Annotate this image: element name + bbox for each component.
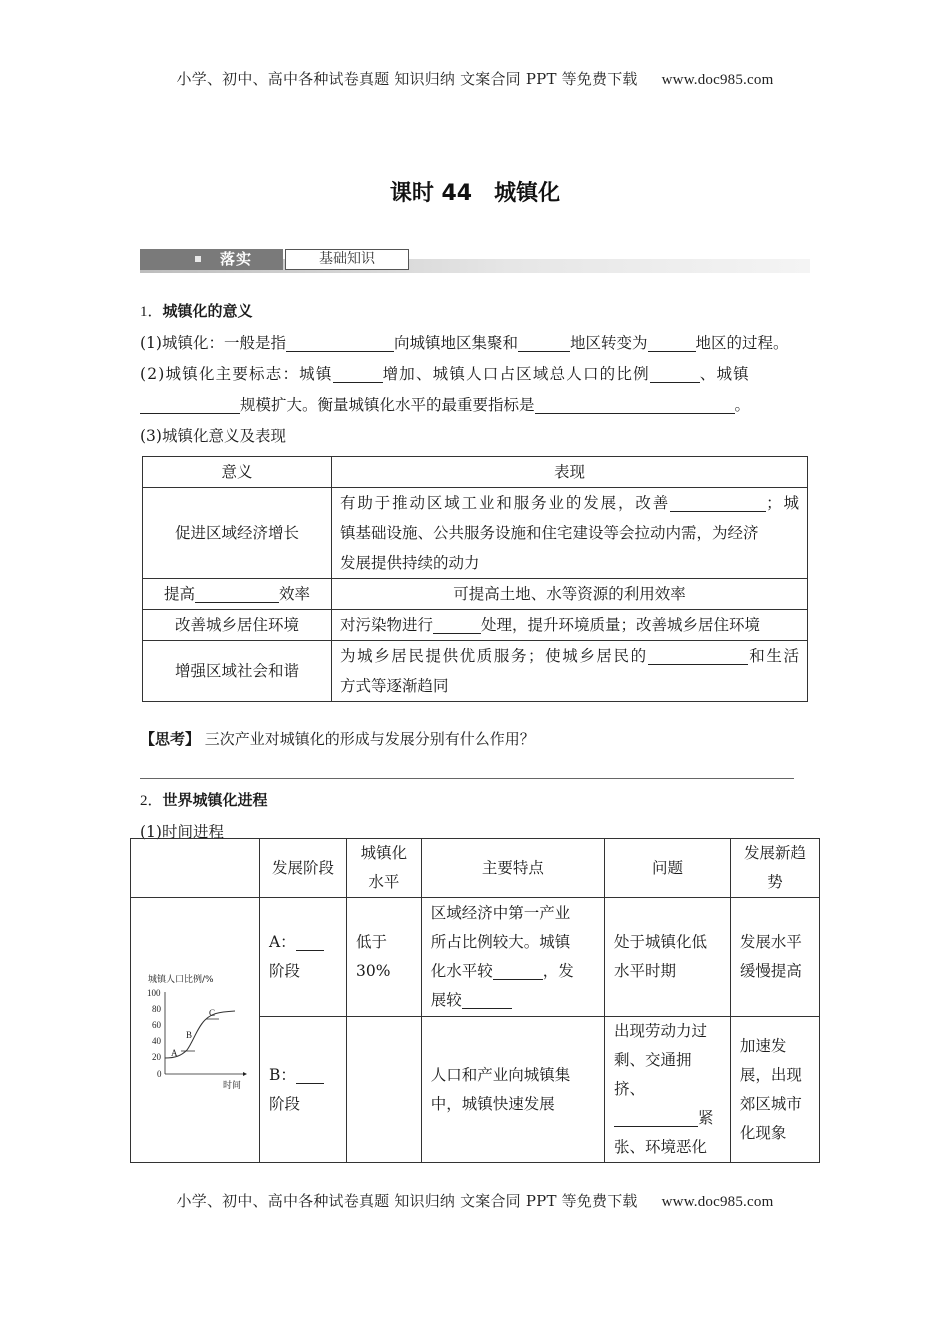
fill-blank[interactable] (462, 990, 512, 1009)
banner-light-tab: 基础知识 (285, 249, 409, 270)
section1-heading: 1．城镇化的意义 (140, 302, 253, 320)
header-site: www.doc985.com (661, 72, 774, 88)
fill-blank[interactable] (296, 1065, 324, 1084)
problem-cell: 处于城镇化低水平时期 (604, 898, 730, 1017)
lesson-topic: 城镇化 (494, 181, 561, 206)
table-header-row (143, 457, 808, 488)
svg-text:0: 0 (157, 1069, 162, 1079)
feature-cell: 区域经济中第一产业 所占比例较大。城镇 化水平较 ，发 展较 (421, 898, 604, 1017)
banner-dark-tab (140, 249, 283, 270)
level-cell: 低于30% (347, 898, 422, 1017)
meaning-cell: 提高 效率 (143, 579, 332, 610)
meaning-cell: 增强区域社会和谐 (143, 641, 332, 702)
section-banner (140, 249, 810, 273)
think-question (140, 724, 812, 755)
fill-blank[interactable] (286, 333, 394, 352)
expression-cell: 为城乡居民提供优质服务；使城乡居民的 和生活 方式等逐渐趋同 (332, 641, 808, 702)
significance-table (142, 456, 808, 702)
chart-ylabel: 城镇人口比例/% (148, 975, 214, 985)
table-row (131, 898, 820, 1017)
trend-cell: 发展水平缓慢提高 (730, 898, 819, 1017)
svg-text:100: 100 (147, 988, 161, 998)
fill-blank[interactable] (650, 364, 700, 383)
svg-text:20: 20 (152, 1052, 161, 1062)
page-title (0, 176, 950, 207)
chart-xlabel: 时间 (223, 1081, 242, 1090)
footer-text: 小学、初中、高中各种试卷真题 知识归纳 文案合同 PPT 等免费下载 (176, 1192, 638, 1210)
table-header-cell: 表现 (332, 457, 808, 488)
lesson-number: 课时 44 (389, 181, 473, 206)
table-header-cell: 主要特点 (421, 839, 604, 898)
level-cell (347, 1017, 422, 1163)
fill-blank[interactable] (535, 395, 735, 414)
table-header-cell: 意义 (143, 457, 332, 488)
svg-text:80: 80 (152, 1004, 161, 1014)
header-text: 小学、初中、高中各种试卷真题 知识归纳 文案合同 PPT 等免费下载 (176, 70, 638, 88)
table-header-cell: 发展阶段 (259, 839, 346, 898)
banner-dark-label: 落实 (220, 250, 253, 268)
trend-cell: 加速发展，出现郊区城市化现象 (730, 1017, 819, 1163)
fill-blank[interactable] (648, 333, 696, 352)
table-row (143, 641, 808, 702)
table-row (143, 579, 808, 610)
feature-cell: 人口和产业向城镇集中，城镇快速发展 (421, 1017, 604, 1163)
fill-blank[interactable] (195, 584, 279, 603)
svg-text:60: 60 (152, 1020, 161, 1030)
urbanization-curve-chart (131, 970, 259, 1090)
table-header-cell: 问题 (604, 839, 730, 898)
fill-blank[interactable] (648, 646, 748, 665)
fill-blank[interactable] (518, 333, 570, 352)
meaning-cell: 改善城乡居住环境 (143, 610, 332, 641)
think-label: 【思考】 (140, 730, 201, 748)
fill-blank[interactable] (333, 364, 383, 383)
footer-site: www.doc985.com (661, 1194, 774, 1210)
svg-text:C: C (209, 1008, 216, 1018)
fill-blank[interactable] (433, 615, 481, 634)
section1-item1: (1)城镇化：一般是指 向城镇地区集聚和 地区转变为 地区的过程。 (140, 334, 789, 352)
stage-cell: A： 阶段 (259, 898, 346, 1017)
stage-cell: B： 阶段 (259, 1017, 346, 1163)
section2-sub1: (1)时间进程 (140, 823, 224, 841)
meaning-cell: 促进区域经济增长 (143, 488, 332, 579)
content-body (140, 296, 812, 848)
section1-item2: (2)城镇化主要标志：城镇 增加、城镇人口占区域总人口的比例 、城镇 (140, 365, 750, 383)
table-row (143, 610, 808, 641)
svg-text:40: 40 (152, 1036, 161, 1046)
page-footer (0, 1190, 950, 1211)
page-header (0, 68, 950, 89)
fill-blank[interactable] (296, 932, 324, 951)
table-header-row (131, 839, 820, 898)
square-bullet-icon (195, 256, 201, 262)
think-text: 三次产业对城镇化的形成与发展分别有什么作用？ (204, 730, 535, 748)
section2-heading: 2．世界城镇化进程 (140, 791, 268, 809)
chart-cell (131, 898, 260, 1163)
expression-cell: 对污染物进行 处理，提升环境质量；改善城乡居住环境 (332, 610, 808, 641)
table-header-cell (131, 839, 260, 898)
problem-cell: 出现劳动力过 剩、交通拥 挤、 紧 张、环境恶化 (604, 1017, 730, 1163)
svg-text:A: A (171, 1048, 178, 1058)
table-header-cell: 发展新趋势 (730, 839, 819, 898)
section1-item2-cont: 规模扩大。衡量城镇化水平的最重要指标是 。 (140, 390, 812, 421)
section1-item3: (3)城镇化意义及表现 (140, 427, 286, 445)
svg-text:B: B (186, 1030, 193, 1040)
table-row (143, 488, 808, 579)
fill-blank[interactable] (140, 395, 240, 414)
expression-cell: 有助于推动区域工业和服务业的发展，改善 ；城 镇基础设施、公共服务设施和住宅建设等会拉动内需，为经济 发展提供持续的动力 (332, 488, 808, 579)
fill-blank[interactable] (670, 493, 766, 512)
fill-blank[interactable] (493, 961, 543, 980)
answer-line[interactable] (140, 777, 794, 779)
expression-cell: 可提高土地、水等资源的利用效率 (332, 579, 808, 610)
fill-blank[interactable] (614, 1108, 698, 1127)
urbanization-process-table (130, 838, 820, 1163)
table-header-cell: 城镇化水平 (347, 839, 422, 898)
